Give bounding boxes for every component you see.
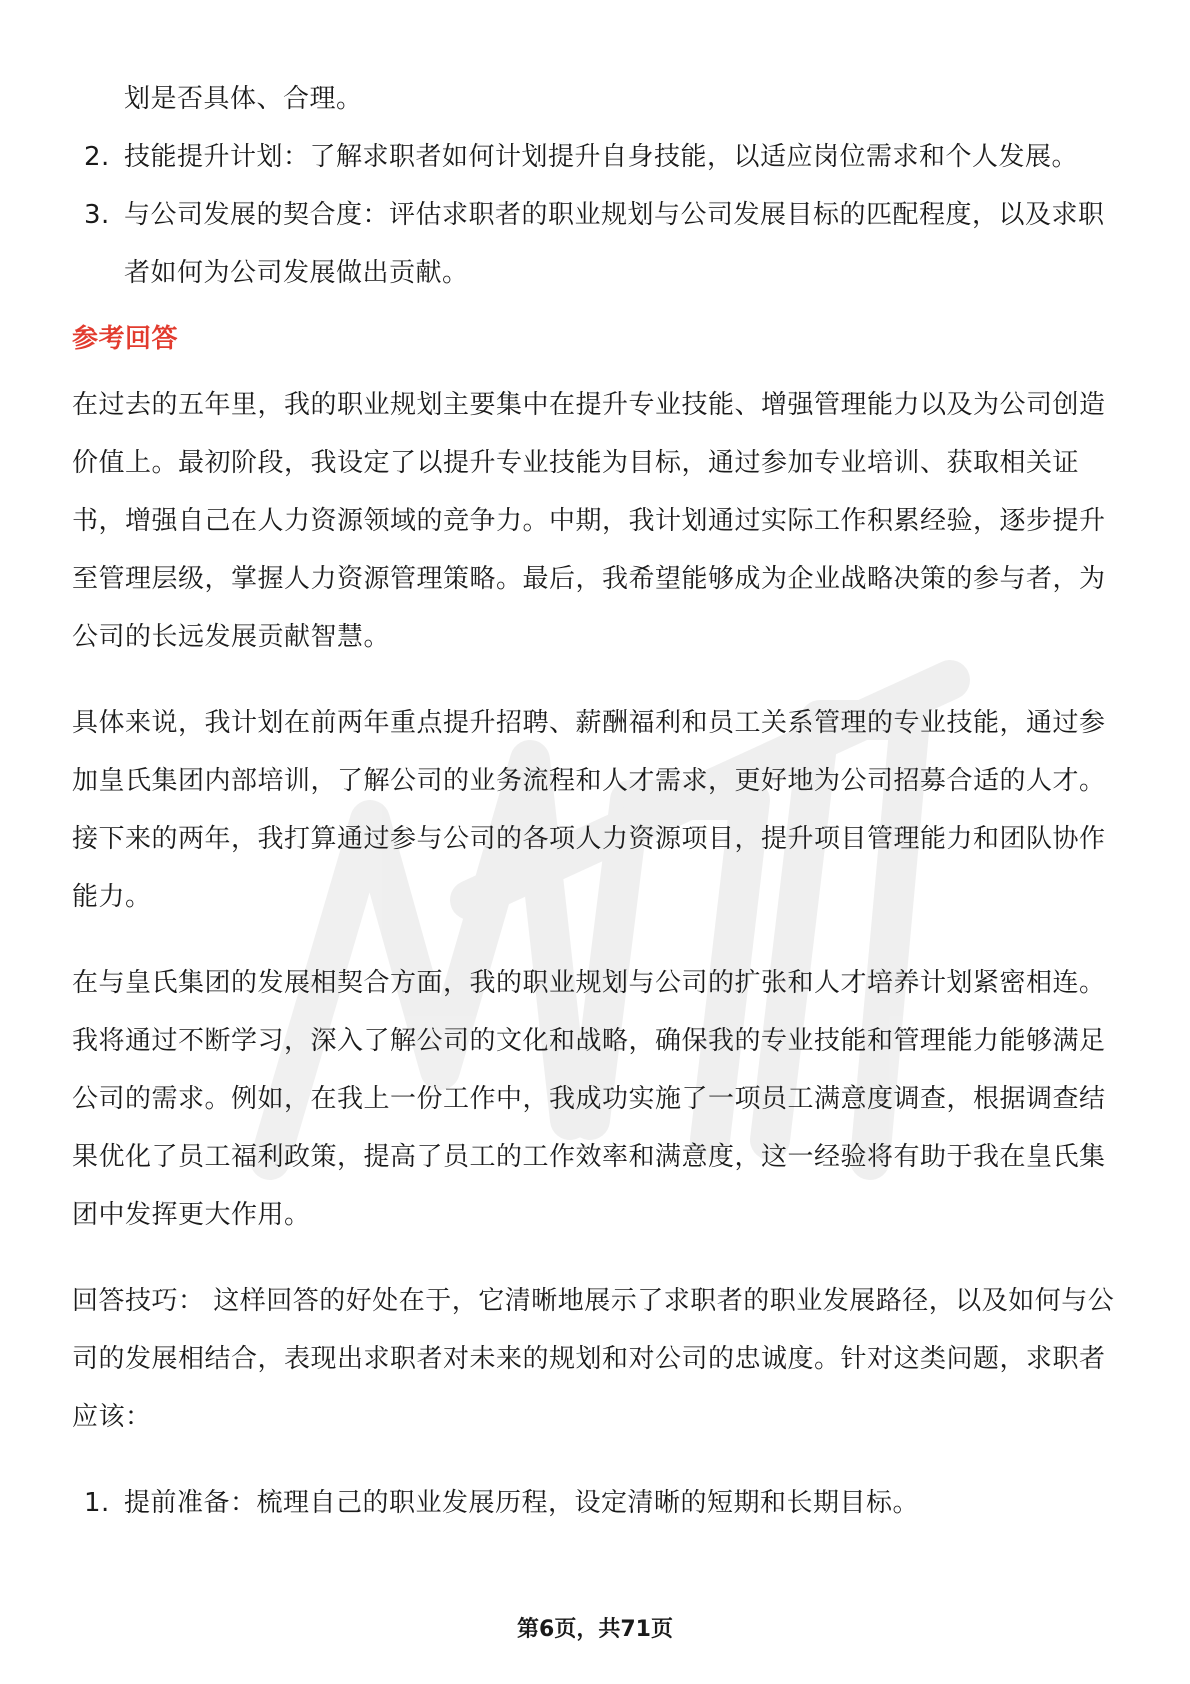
list-item [72,186,1122,302]
list-item-number: 3. [84,200,110,230]
answer-paragraph: 具体来说，我计划在前两年重点提升招聘、薪酬福利和员工关系管理的专业技能，通过参加皇氏集团内部培训，了解公司的业务流程和人才需求，更好地为公司招募合适的人才。接下来的两年，我打算通过参与公司的各项人力资源项目，提升项目管理能力和团队协作能力。 [72,708,1106,912]
list-item-text: 与公司发展的契合度：评估求职者的职业规划与公司发展目标的匹配程度，以及求职者如何为公司发展做出贡献。 [124,200,1105,288]
document-body [72,70,1122,1532]
evaluation-points-list [72,128,1122,302]
reference-answer-heading: 参考回答 [72,324,179,354]
list-item-text: 提前准备：梳理自己的职业发展历程，设定清晰的短期和长期目标。 [124,1488,920,1518]
answer-tips-paragraph: 回答技巧： 这样回答的好处在于，它清晰地展示了求职者的职业发展路径，以及如何与公司的发展相结合，表现出求职者对未来的规划和对公司的忠诚度。针对这类问题，求职者应该： [72,1286,1115,1432]
tips-list [72,1474,1122,1532]
list-item-number: 1. [84,1488,110,1518]
list-continuation-line: 划是否具体、合理。 [124,84,363,114]
list-item [72,1474,1122,1532]
answer-paragraph: 在过去的五年里，我的职业规划主要集中在提升专业技能、增强管理能力以及为公司创造价值上。最初阶段，我设定了以提升专业技能为目标，通过参加专业培训、获取相关证书，增强自己在人力资源领域的竞争力。中期，我计划通过实际工作积累经验，逐步提升至管理层级，掌握人力资源管理策略。最后，我希望能够成为企业战略决策的参与者，为公司的长远发展贡献智慧。 [72,390,1106,652]
list-item [72,128,1122,186]
answer-paragraph: 在与皇氏集团的发展相契合方面，我的职业规划与公司的扩张和人才培养计划紧密相连。我将通过不断学习，深入了解公司的文化和战略，确保我的专业技能和管理能力能够满足公司的需求。例如，在我上一份工作中，我成功实施了一项员工满意度调查，根据调查结果优化了员工福利政策，提高了员工的工作效率和满意度，这一经验将有助于我在皇氏集团中发挥更大作用。 [72,968,1106,1230]
list-item-text: 技能提升计划：了解求职者如何计划提升自身技能，以适应岗位需求和个人发展。 [124,142,1079,172]
page-number-footer: 第6页，共71页 [517,1617,673,1642]
list-item-number: 2. [84,142,110,172]
